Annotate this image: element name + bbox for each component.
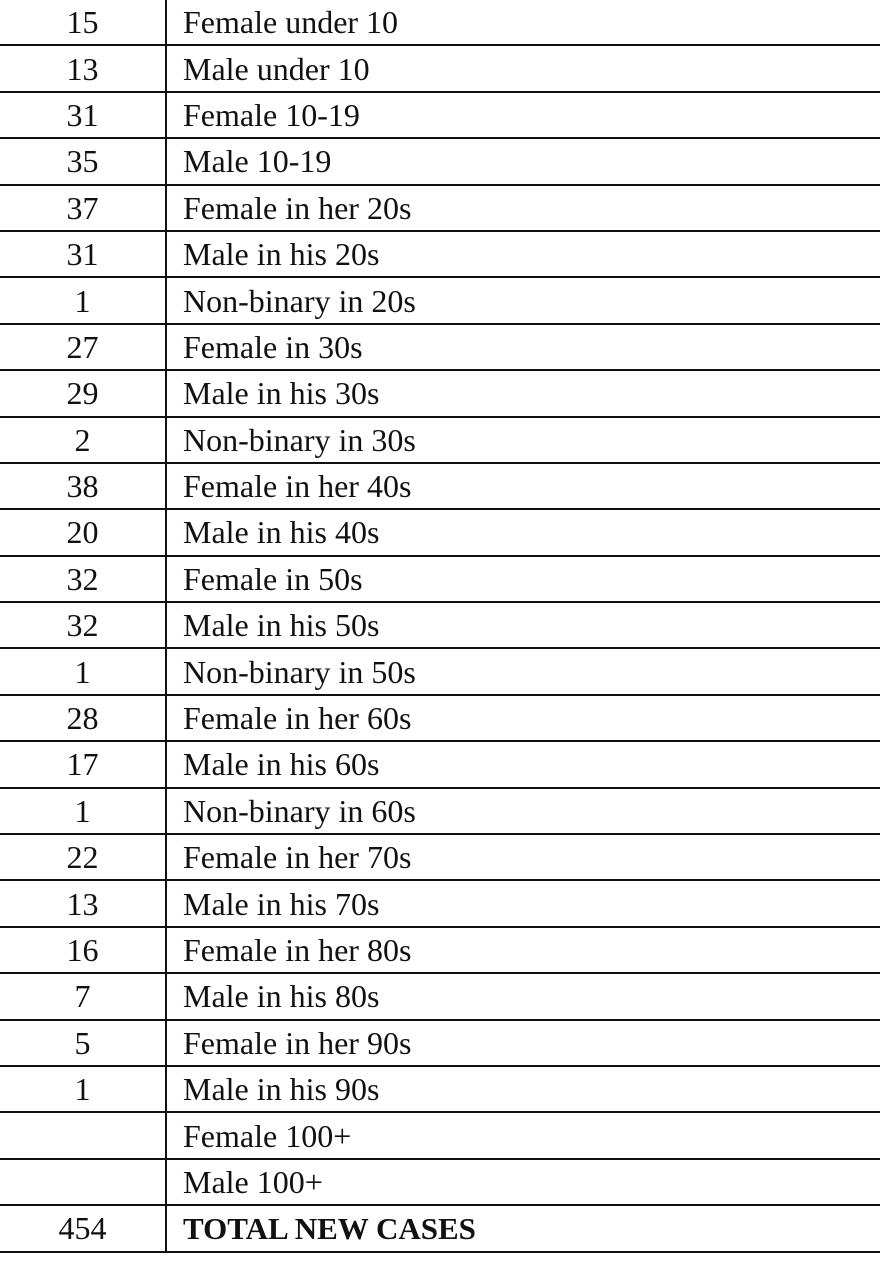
case-count-cell: 13 [0,880,166,926]
case-count-cell: 1 [0,277,166,323]
case-count-cell: 37 [0,185,166,231]
demographic-group-cell: Male under 10 [166,45,880,91]
demographic-group-cell: Non-binary in 30s [166,417,880,463]
table-row [0,463,880,509]
table-row [0,45,880,91]
table-row [0,0,880,45]
table-row [0,602,880,648]
case-count-cell [0,1112,166,1158]
case-count-cell: 31 [0,231,166,277]
demographic-group-cell: Female in 50s [166,556,880,602]
table-row [0,231,880,277]
table-row [0,973,880,1019]
case-count-cell: 13 [0,45,166,91]
demographic-group-cell: Non-binary in 60s [166,788,880,834]
table-row [0,1112,880,1158]
demographic-group-cell: Male in his 80s [166,973,880,1019]
demographic-group-cell: Male in his 70s [166,880,880,926]
demographic-group-cell: Male in his 30s [166,370,880,416]
demographic-group-cell: Female in her 70s [166,834,880,880]
table-row [0,648,880,694]
table-row [0,556,880,602]
demographic-group-cell: Female in her 80s [166,927,880,973]
case-count-cell: 28 [0,695,166,741]
demographic-group-cell: Female in 30s [166,324,880,370]
table-row [0,417,880,463]
demographic-group-cell: Female in her 90s [166,1020,880,1066]
case-count-cell: 27 [0,324,166,370]
demographic-group-cell: Male 100+ [166,1159,880,1205]
table-row [0,1066,880,1112]
case-count-cell [0,1159,166,1205]
case-count-cell: 20 [0,509,166,555]
case-count-cell: 1 [0,1066,166,1112]
demographic-group-cell: Male in his 50s [166,602,880,648]
table-row [0,92,880,138]
total-count-cell: 454 [0,1205,166,1251]
demographic-group-cell: Non-binary in 20s [166,277,880,323]
table-row [0,185,880,231]
demographic-group-cell: Male in his 40s [166,509,880,555]
table-row [0,138,880,184]
table-row [0,880,880,926]
table-row [0,370,880,416]
table-row [0,1159,880,1205]
case-count-cell: 1 [0,788,166,834]
table-row [0,741,880,787]
demographic-group-cell: Female 10-19 [166,92,880,138]
demographic-group-cell: Female in her 20s [166,185,880,231]
case-count-cell: 16 [0,927,166,973]
demographic-group-cell: Non-binary in 50s [166,648,880,694]
table-row [0,277,880,323]
case-count-cell: 32 [0,556,166,602]
demographic-group-cell: Female 100+ [166,1112,880,1158]
demographic-group-cell: Male in his 90s [166,1066,880,1112]
case-count-cell: 17 [0,741,166,787]
case-count-cell: 29 [0,370,166,416]
demographic-group-cell: Male in his 20s [166,231,880,277]
table-row [0,1020,880,1066]
case-count-cell: 7 [0,973,166,1019]
case-count-cell: 22 [0,834,166,880]
case-count-cell: 31 [0,92,166,138]
table-row [0,834,880,880]
case-count-cell: 1 [0,648,166,694]
case-count-cell: 32 [0,602,166,648]
case-count-cell: 2 [0,417,166,463]
demographic-group-cell: Male in his 60s [166,741,880,787]
total-row [0,1205,880,1251]
table-row [0,927,880,973]
demographic-group-cell: Male 10-19 [166,138,880,184]
demographic-group-cell: Female under 10 [166,0,880,45]
case-count-cell: 38 [0,463,166,509]
case-count-cell: 35 [0,138,166,184]
demographic-group-cell: Female in her 60s [166,695,880,741]
case-count-cell: 5 [0,1020,166,1066]
table-row [0,695,880,741]
table-row [0,509,880,555]
table-row [0,788,880,834]
table-row [0,324,880,370]
demographic-group-cell: Female in her 40s [166,463,880,509]
case-count-cell: 15 [0,0,166,45]
total-label-cell: TOTAL NEW CASES [166,1205,880,1251]
